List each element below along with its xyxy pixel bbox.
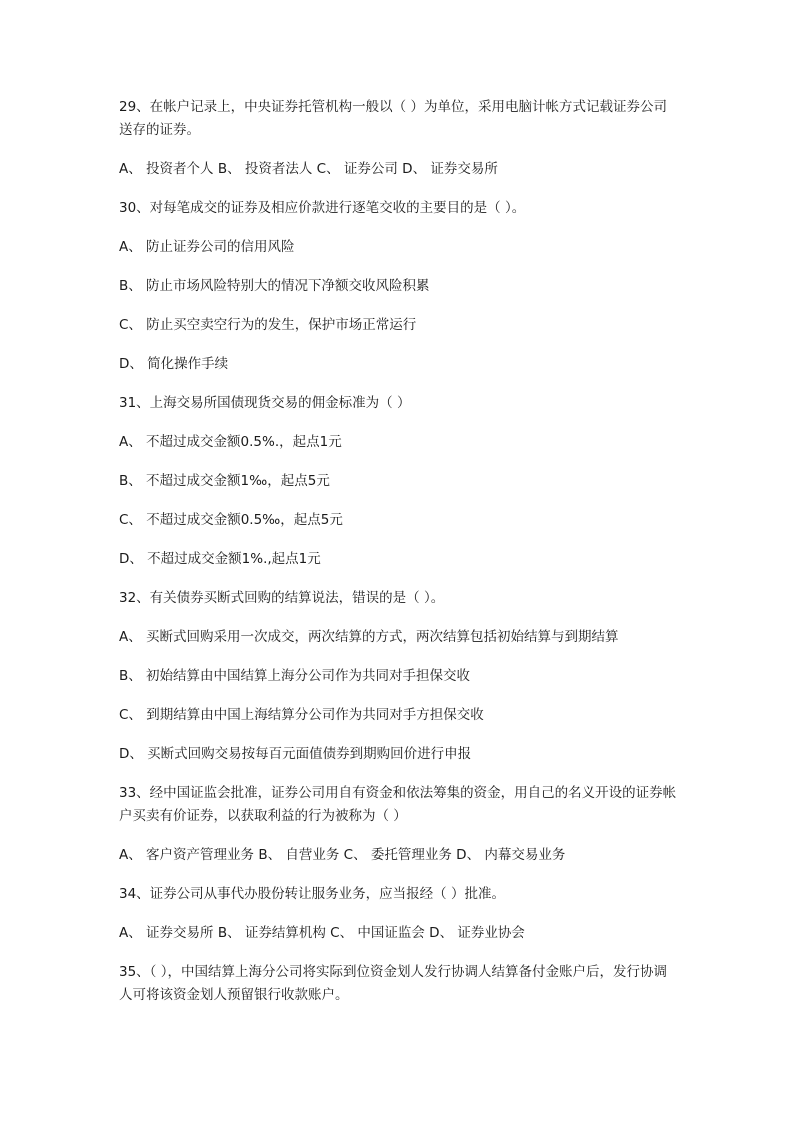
question-stem xyxy=(119,587,679,610)
question-stem xyxy=(119,782,679,828)
question-stem xyxy=(119,197,679,220)
question-text: 30、对每笔成交的证券及相应价款进行逐笔交收的主要目的是（ ）。 xyxy=(119,200,526,216)
answer-option: B、 不超过成交金额1‰，起点5元 xyxy=(119,473,330,489)
answer-option: D、 买断式回购交易按每百元面值债券到期购回价进行申报 xyxy=(119,746,472,762)
question-text: 34、证券公司从事代办股份转让服务业务，应当报经（ ）批准。 xyxy=(119,886,505,902)
question-list xyxy=(119,96,679,1023)
answer-option: B、 防止市场风险特别大的情况下净额交收风险积累 xyxy=(119,278,430,294)
answer-option: A、 买断式回购采用一次成交，两次结算的方式，两次结算包括初始结算与到期结算 xyxy=(119,629,619,645)
question-text: 29、在帐户记录上，中央证券托管机构一般以（ ）为单位，采用电脑计帐方式记载证券公司送存的证券。 xyxy=(119,99,667,138)
answer-option: D、 简化操作手续 xyxy=(119,356,229,372)
answer-option: C、 到期结算由中国上海结算分公司作为共同对手方担保交收 xyxy=(119,707,484,723)
question-text: 35、（ ），中国结算上海分公司将实际到位资金划人发行协调人结算备付金账户后，发行协调人可将该资金划人预留银行收款账户。 xyxy=(119,964,667,1003)
answer-option: C、 防止买空卖空行为的发生，保护市场正常运行 xyxy=(119,317,417,333)
answer-option: A、 不超过成交金额0.5%.，起点1元 xyxy=(119,434,342,450)
question-text: 32、有关债券买断式回购的结算说法，错误的是（ ）。 xyxy=(119,590,445,606)
question-stem xyxy=(119,392,679,415)
answer-option: C、 不超过成交金额0.5‰，起点5元 xyxy=(119,512,343,528)
question-text: 33、经中国证监会批准，证券公司用自有资金和依法筹集的资金，用自己的名义开设的证券帐户买卖有价证券，以获取利益的行为被称为（ ） xyxy=(119,785,677,824)
answer-option: A、 投资者个人 B、 投资者法人 C、 证券公司 D、 证券交易所 xyxy=(119,161,498,177)
question-stem xyxy=(119,961,679,1007)
answer-option: A、 客户资产管理业务 B、 自营业务 C、 委托管理业务 D、 内幕交易业务 xyxy=(119,847,566,863)
question-text: 31、上海交易所国债现货交易的佣金标准为（ ） xyxy=(119,395,411,411)
question-stem xyxy=(119,883,679,906)
answer-option: B、 初始结算由中国结算上海分公司作为共同对手担保交收 xyxy=(119,668,471,684)
question-stem xyxy=(119,96,679,142)
answer-option: A、 证券交易所 B、 证券结算机构 C、 中国证监会 D、 证券业协会 xyxy=(119,925,525,941)
answer-option: A、 防止证券公司的信用风险 xyxy=(119,239,295,255)
answer-option: D、 不超过成交金额1%.,起点1元 xyxy=(119,551,321,567)
